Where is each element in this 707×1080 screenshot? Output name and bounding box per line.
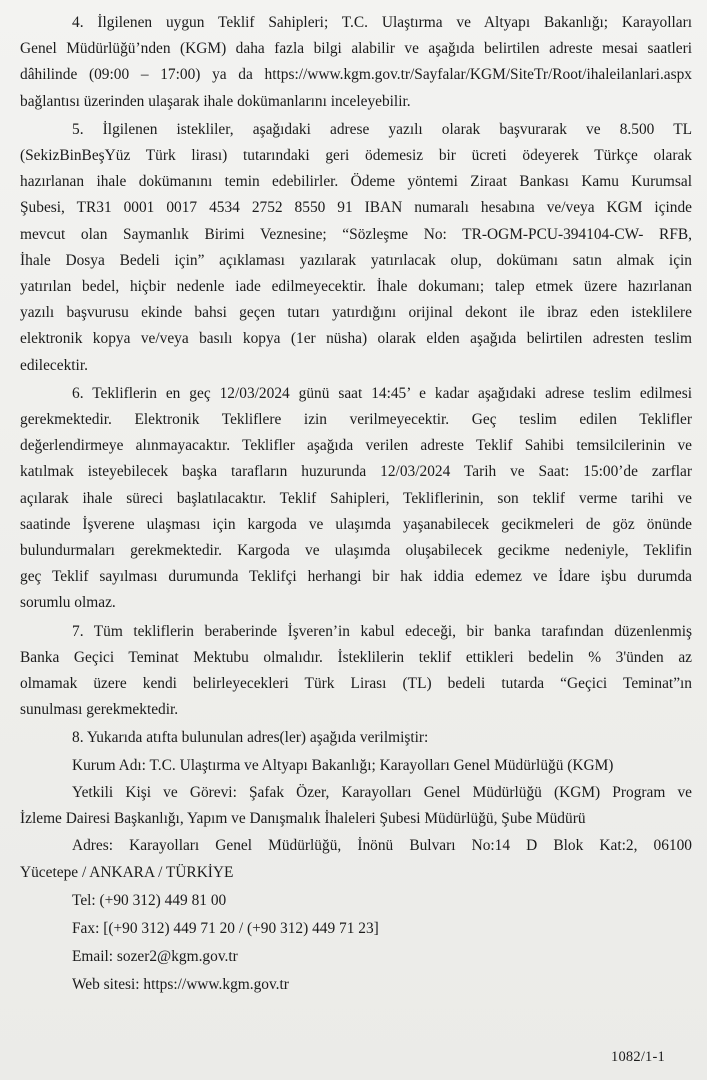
text-line: açılarak ihale süreci başlatılacaktır. Teklif Sahipleri, Tekliflerinin, son teklif verme tarihi ve bbox=[20, 489, 692, 507]
text-line: saatinde İşverene ulaşması için kargoda ve ulaşımda yaşanabilecek gecikmeleri de göz önünde bbox=[20, 515, 692, 533]
contact-person-line2: İzleme Dairesi Başkanlığı, Yapım ve Danışmalık İhaleleri Şubesi Müdürlüğü, Şube Müdürü bbox=[20, 810, 586, 828]
text-line: sorumlu olmaz. bbox=[20, 594, 116, 612]
text-line: yatırılan bedel, hiçbir nedenle iade edilmeyecektir. İhale dokumanı; talep etmek üzere hazırlanan bbox=[20, 278, 692, 296]
text-line: 5. İlgilenen istekliler, aşağıdaki adrese yazılı olarak başvurarak ve 8.500 TL bbox=[72, 120, 692, 138]
text-line: Şubesi, TR31 0001 0017 4534 2752 8550 91 IBAN numaralı hesabına ve/veya KGM içinde bbox=[20, 199, 692, 217]
text-line: elektronik kopya ve/veya basılı kopya (1er nüsha) olarak elden aşağıda belirtilen adresten teslim bbox=[20, 330, 692, 348]
text-line: yazılı başvurusu ekinde bahsi geçen tutarı yatırdığını orijinal dekont ile ibraz eden isteklilere bbox=[20, 304, 692, 322]
website: Web sitesi: https://www.kgm.gov.tr bbox=[72, 976, 289, 994]
page-reference: 1082/1-1 bbox=[611, 1049, 665, 1065]
text-line: geç Teklif sayılması durumunda Teklifçi herhangi bir hak iddia edemez ve İdare işbu durumda bbox=[20, 568, 692, 586]
text-line: bağlantısı üzerinden ulaşarak ihale dokümanlarını inceleyebilir. bbox=[20, 92, 411, 110]
institution-name: Kurum Adı: T.C. Ulaştırma ve Altyapı Bakanlığı; Karayolları Genel Müdürlüğü (KGM) bbox=[72, 756, 614, 774]
text-line: mevcut olan Saymanlık Birimi Veznesine; “Sözleşme No: TR-OGM-PCU-394104-CW- RFB, bbox=[20, 225, 692, 243]
paragraph-item-7 bbox=[20, 619, 692, 724]
contact-person-line1: Yetkili Kişi ve Görevi: Şafak Özer, Karayolları Genel Müdürlüğü (KGM) Program ve bbox=[72, 783, 692, 801]
paragraph-item-6 bbox=[20, 381, 692, 617]
text-line: sunulması gerekmektedir. bbox=[20, 701, 179, 719]
text-line: Genel Müdürlüğü’nden (KGM) daha fazla bilgi alabilir ve aşağıda belirtilen adreste mesai saatleri bbox=[20, 40, 692, 58]
text-line: hazırlanan ihale dokümanını temin edebilirler. Ödeme yöntemi Ziraat Bankası Kamu Kurumsal bbox=[20, 173, 692, 191]
text-line: bulundurmaları gerekmektedir. Kargoda ve ulaşımda oluşabilecek gecikme nedeniyle, Teklifin bbox=[20, 542, 692, 560]
document-body bbox=[20, 10, 692, 999]
text-line: olmamak üzere kendi belirleyecekleri Türk Lirası (TL) bedeli tutarda “Geçici Teminat”ın bbox=[20, 675, 692, 693]
text-line: Banka Geçici Teminat Mektubu olmalıdır. İsteklilerin teklif ettikleri bedelin % 3'ünden az bbox=[20, 648, 692, 666]
text-line: 4. İlgilenen uygun Teklif Sahipleri; T.C. Ulaştırma ve Altyapı Bakanlığı; Karayolları bbox=[72, 14, 692, 31]
text-line: değerlendirmeye alınmayacaktır. Teklifler aşağıda verilen adreste Teklif Sahibi temsilcilerinin ve bbox=[20, 437, 692, 455]
text-line: İhale Dosya Bedeli için” açıklaması yazılarak yatırılacak olup, dokümanı satın almak için bbox=[20, 251, 692, 269]
text-line: 7. Tüm tekliflerin beraberinde İşveren’in kabul edeceği, bir banka tarafından düzenlenmiş bbox=[72, 622, 692, 640]
text-line: 6. Tekliflerin en geç 12/03/2024 günü saat 14:45’ e kadar aşağıdaki adrese teslim edilmesi bbox=[72, 384, 692, 402]
item-8-intro: 8. Yukarıda atıfta bulunulan adres(ler) aşağıda verilmiştir: bbox=[72, 729, 429, 747]
address-line1: Adres: Karayolları Genel Müdürlüğü, İnönü Bulvarı No:14 D Blok Kat:2, 06100 bbox=[72, 837, 692, 855]
paragraph-item-8 bbox=[20, 725, 692, 998]
paragraph-item-5 bbox=[20, 117, 692, 379]
paragraph-item-4 bbox=[20, 10, 692, 115]
email-address: Email: sozer2@kgm.gov.tr bbox=[72, 948, 238, 966]
text-line: katılmak isteyebilecek başka tarafların huzurunda 12/03/2024 Tarih ve Saat: 15:00’de zarflar bbox=[20, 463, 692, 481]
text-line: dâhilinde (09:00 – 17:00) ya da https://www.kgm.gov.tr/Sayfalar/KGM/SiteTr/Root/ihaleilanlari.aspx bbox=[20, 66, 692, 84]
address-line2: Yücetepe / ANKARA / TÜRKİYE bbox=[20, 863, 234, 881]
text-line: edilecektir. bbox=[20, 356, 88, 374]
text-line: (SekizBinBeşYüz Türk lirası) tutarındaki geri ödemesiz bir ücreti ödeyerek Türkçe olarak bbox=[20, 147, 692, 165]
text-line: gerekmektedir. Elektronik Tekliflere izin verilmeyecektir. Geç teslim edilen Teklifler bbox=[20, 411, 692, 429]
fax-number: Fax: [(+90 312) 449 71 20 / (+90 312) 449 71 23] bbox=[72, 919, 379, 937]
phone-number: Tel: (+90 312) 449 81 00 bbox=[72, 891, 227, 909]
